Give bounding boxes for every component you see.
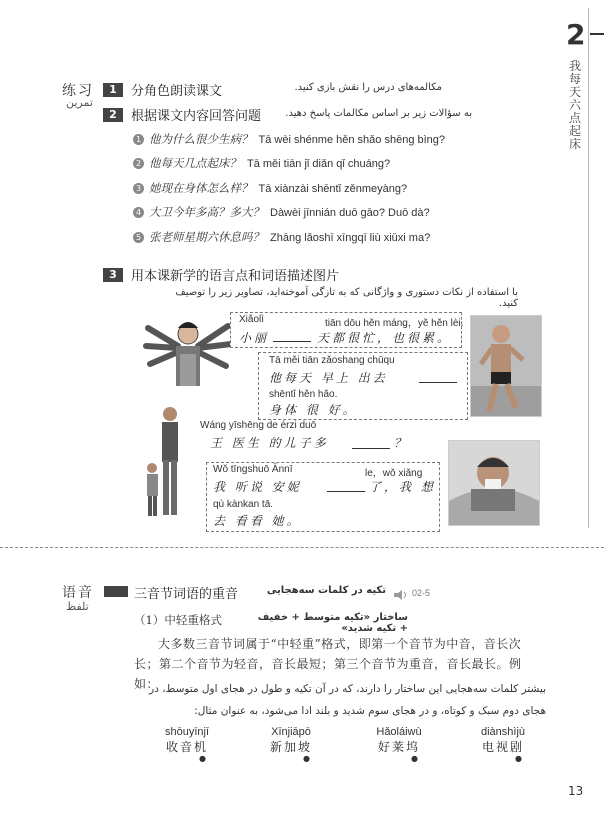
- practice-label: 练习: [62, 83, 94, 99]
- phonetics-label: 语音: [62, 585, 94, 601]
- audio-icon[interactable]: [392, 586, 410, 605]
- exercise-title: 根据课文内容回答问题: [131, 109, 262, 124]
- example-word: [462, 726, 544, 763]
- stress-dot: ●: [515, 754, 522, 763]
- word-chinese: 好莱坞: [377, 740, 420, 754]
- question-row: [133, 180, 407, 196]
- exercise-number: 3: [103, 268, 123, 282]
- chinese-text: 我 听说 安妮: [213, 480, 302, 494]
- picture-sick-person: [448, 440, 540, 526]
- exercise-title: 用本课新学的语言点和词语描述图片: [131, 269, 340, 284]
- pinyin-text: Xiǎolì: [239, 314, 265, 325]
- chapter-title: 我每天六点起床: [568, 59, 581, 151]
- chinese-text: 身体 很 好。: [269, 403, 358, 417]
- exercise-number: 2: [103, 108, 123, 122]
- example-word: [358, 726, 440, 763]
- word-chinese: 电视剧: [481, 740, 524, 754]
- question-pinyin: Tā měi tiān jǐ diǎn qǐ chuáng?: [247, 158, 391, 170]
- pinyin-text: le，wǒ xiǎng: [365, 468, 423, 479]
- chapter-number: 2: [566, 18, 586, 51]
- pinyin-text: Wáng yīshēng de érzi duō: [200, 420, 317, 431]
- exercise-number: 1: [103, 83, 123, 97]
- chinese-text: ？: [394, 436, 410, 450]
- question-number: 4: [133, 207, 144, 218]
- picture-father-son: [138, 398, 186, 523]
- picture-busy-woman: [138, 316, 238, 386]
- stress-dot: ●: [199, 754, 206, 763]
- question-pinyin: Dàwèi jīnnián duō gāo? Duō dà?: [270, 207, 430, 219]
- subsection-title: （1）中轻重格式: [134, 613, 222, 627]
- question-number: 1: [133, 134, 144, 145]
- stress-dot: ●: [411, 754, 418, 763]
- example-word: [250, 726, 332, 763]
- word-chinese: 收音机: [165, 740, 208, 754]
- section-divider: [0, 547, 604, 548]
- question-row: [133, 131, 445, 147]
- page-number: 13: [568, 784, 584, 798]
- caption-box-4: [206, 462, 440, 532]
- chinese-text: 小丽: [239, 331, 270, 345]
- question-pinyin: Tā xiànzài shēntǐ zěnmeyàng?: [258, 183, 408, 195]
- pinyin-text: Wǒ tīngshuō Ānnī: [213, 464, 293, 475]
- question-row: [133, 204, 430, 220]
- chinese-text: 去 看看 她。: [213, 514, 302, 528]
- phonetics-title: 三音节词语的重音: [134, 587, 239, 602]
- pinyin-text: tiān dōu hěn máng，yě hěn lèi.: [325, 318, 464, 329]
- chinese-text: 王 医生 的儿子多: [210, 436, 329, 450]
- body-paragraph-fa: بیشتر کلمات سه‌هجایی این ساختار را دارند، که در آن تکیه و طول در هجای اول متوسط، در هجای دوم سبک و کوتاه، و در هجای سوم شدید و بلند ادا می‌شود، به عنوان مثال:: [149, 683, 546, 717]
- caption-box-2: [258, 352, 468, 420]
- fill-blank[interactable]: [273, 331, 311, 342]
- chapter-divider-line: [588, 8, 589, 528]
- stress-dot: ●: [303, 754, 310, 763]
- question-number: 3: [133, 183, 144, 194]
- phonetics-label-fa: تلفظ: [66, 600, 89, 613]
- picture-runner: [470, 315, 542, 417]
- exercise-instruction-fa: به سؤالات زیر بر اساس مکالمات پاسخ دهید.: [285, 108, 472, 119]
- word-pinyin: diànshìjù: [480, 726, 526, 738]
- body-paragraph-cn: 大多数三音节词属于“中轻重”格式，即第一个音节为中音，音长次长；第二个音节为轻音，音长最短；第三个音节为重音，音长最长。例如：: [134, 637, 522, 691]
- question-row: [133, 155, 390, 171]
- question-number: 5: [133, 232, 144, 243]
- question-cn: 大卫今年多高？多大？: [149, 205, 264, 219]
- exercise-title: 分角色朗读课文: [131, 84, 223, 99]
- chinese-text: 天都很忙，也很累。: [317, 331, 453, 345]
- exercise-instruction-fa: مکالمه‌های درس را نقش بازی کنید.: [294, 82, 442, 93]
- pinyin-text: Tā měi tiān zǎoshang chūqu: [269, 355, 395, 366]
- word-chinese: 新加坡: [269, 740, 312, 754]
- question-cn: 她现在身体怎么样？: [149, 181, 253, 195]
- word-pinyin: shōuyīnjī: [164, 726, 210, 738]
- fill-blank[interactable]: [419, 372, 457, 383]
- caption-box-1: [230, 312, 462, 348]
- phonetics-title-fa: تکیه در کلمات سه‌هجایی: [266, 585, 386, 596]
- subsection-title-fa: ساختار «تکیه متوسط + خفیف + تکیه شدید»: [257, 612, 408, 634]
- question-cn: 他为什么很少生病？: [149, 132, 253, 146]
- chapter-dash: [590, 33, 604, 35]
- chinese-text: 了，我 想: [369, 480, 436, 494]
- word-pinyin: Hǎoláiwù: [376, 726, 422, 738]
- word-pinyin: Xīnjiāpō: [271, 726, 311, 738]
- chinese-text: 他每天 早上 出去: [269, 371, 388, 385]
- fill-blank[interactable]: [352, 438, 390, 449]
- practice-label-fa: تمرین: [66, 96, 93, 109]
- question-cn: 张老师星期六休息吗？: [149, 230, 264, 244]
- example-word: [146, 726, 228, 763]
- pinyin-text: qù kànkan tā.: [213, 499, 274, 510]
- audio-track-number: 02-5: [412, 588, 431, 598]
- question-row: [133, 229, 430, 245]
- question-pinyin: Zhāng lǎoshī xīngqī liù xiūxi ma?: [270, 232, 431, 244]
- question-pinyin: Tā wèi shénme hěn shǎo shēng bìng?: [258, 134, 446, 146]
- question-number: 2: [133, 158, 144, 169]
- fill-blank[interactable]: [327, 481, 365, 492]
- exercise-instruction-fa: با استفاده از نکات دستوری و واژگانی که به تازگی آموخته‌اید، تصاویر زیر را توصیف کنید.: [175, 287, 518, 309]
- question-cn: 他每天几点起床？: [149, 156, 241, 170]
- section-bar: [104, 586, 128, 597]
- pinyin-text: shēntǐ hěn hǎo.: [269, 389, 338, 400]
